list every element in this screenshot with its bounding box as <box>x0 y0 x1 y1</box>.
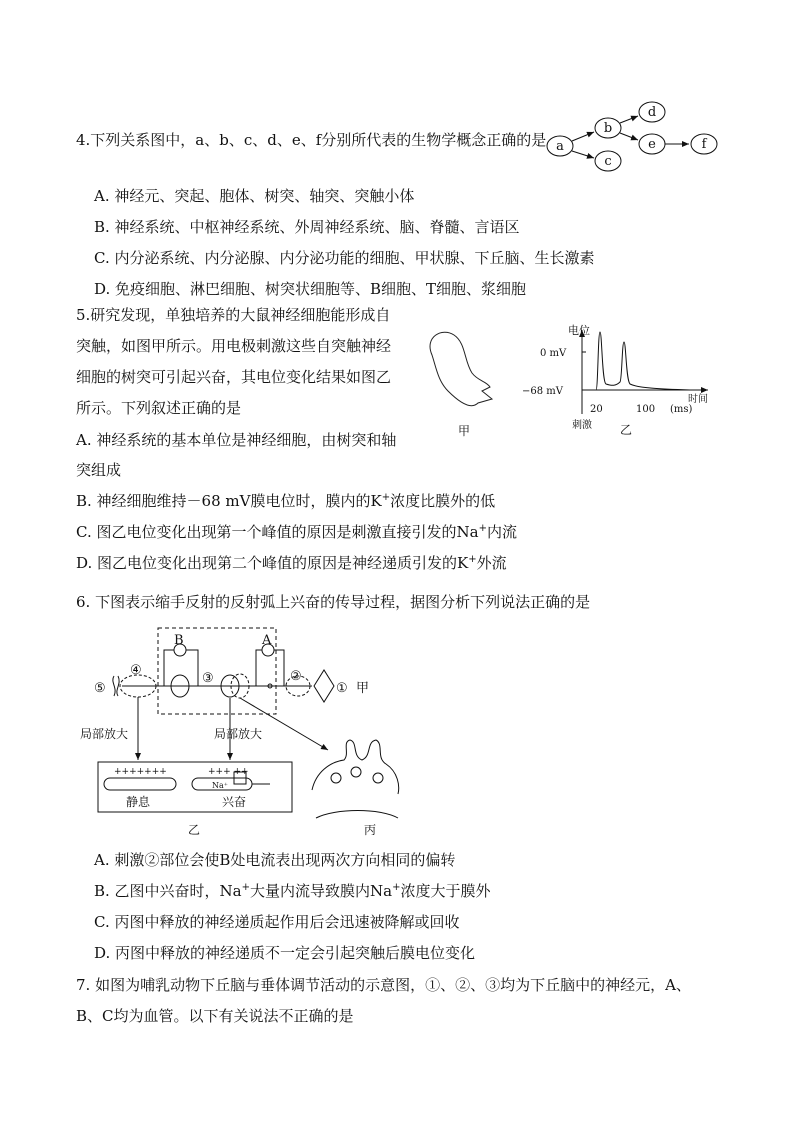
excite-label: 兴奋 <box>222 795 247 809</box>
rest-label: 静息 <box>126 795 151 809</box>
q5-option-d: D. 图乙电位变化出现第二个峰值的原因是神经递质引发的K+外流 <box>76 554 507 572</box>
fig-yi-ylabel: 电位 <box>568 324 590 337</box>
fig-yi-label: 乙 <box>188 823 201 837</box>
q5-stem-line2: 突触，如图甲所示。用电极刺激这些自突触神经 <box>76 337 392 355</box>
label-2: ② <box>290 669 302 684</box>
zoom-left-label: 局部放大 <box>80 727 129 741</box>
fig-bing-label: 丙 <box>364 823 377 837</box>
q4-option-d: D. 免疫细胞、淋巴细胞、树突状细胞等、B细胞、T细胞、浆细胞 <box>94 280 527 298</box>
q7-stem-line1: 7. 如图为哺乳动物下丘脑与垂体调节活动的示意图，①、②、③均为下丘脑中的神经元，A、 <box>76 976 691 994</box>
zoom-right-label: 局部放大 <box>214 727 263 741</box>
fig-yi-tick-0mv: 0 mV <box>540 348 567 359</box>
fig-yi-tick-20: 20 <box>590 404 603 415</box>
plus-left: +++++++ <box>114 767 167 777</box>
q5-option-c: C. 图乙电位变化出现第一个峰值的原因是刺激直接引发的Na+内流 <box>76 523 517 541</box>
q5-option-a-line1: A. 神经系统的基本单位是神经细胞，由树突和轴 <box>76 431 397 449</box>
q5-figure-jia-neuron <box>420 325 510 440</box>
plus-right: +++ ++ <box>208 767 249 777</box>
q6-option-a: A. 刺激②部位会使B处电流表出现两次方向相同的偏转 <box>94 851 456 869</box>
svg-text:d: d <box>647 105 657 120</box>
na-label: Na⁺ <box>212 781 228 790</box>
fig-yi-xunit: (ms) <box>670 404 693 415</box>
q4-option-a: A. 神经元、突起、胞体、树突、轴突、突触小体 <box>94 187 415 205</box>
label-jia: 甲 <box>356 681 370 696</box>
fig-yi-label: 乙 <box>620 423 633 437</box>
svg-text:e: e <box>648 137 656 152</box>
q7-stem-line2: B、C均为血管。以下有关说法不正确的是 <box>76 1007 354 1025</box>
label-5: ⑤ <box>94 681 106 696</box>
q6-reflex-arc-figure <box>80 622 460 840</box>
q5-option-b: B. 神经细胞维持－68 mV膜电位时，膜内的K+浓度比膜外的低 <box>76 492 496 510</box>
q6-option-d: D. 丙图中释放的神经递质不一定会引起突触后膜电位变化 <box>94 944 476 962</box>
fig-yi-xlabel: 时间 <box>688 394 708 405</box>
q6-option-b: B. 乙图中兴奋时，Na+大量内流导致膜内Na+浓度大于膜外 <box>94 882 491 900</box>
fig-jia-label: 甲 <box>457 424 471 438</box>
q4-stem: 4.下列关系图中，a、b、c、d、e、f分别所代表的生物学概念正确的是 <box>76 131 547 149</box>
q4-option-b: B. 神经系统、中枢神经系统、外周神经系统、脑、脊髓、言语区 <box>94 218 520 236</box>
svg-text:f: f <box>701 137 707 152</box>
q6-option-c: C. 丙图中释放的神经递质起作用后会迅速被降解或回收 <box>94 913 460 931</box>
label-3: ③ <box>202 671 214 686</box>
label-1: ① <box>336 681 348 696</box>
q5-stem-line1: 5.研究发现，单独培养的大鼠神经细胞能形成自 <box>76 306 391 324</box>
label-4: ④ <box>130 663 142 678</box>
svg-text:a: a <box>556 139 564 154</box>
q5-option-a-line2: 突组成 <box>76 461 122 479</box>
fig-yi-tick-68mv: −68 mV <box>522 386 563 397</box>
q5-stem-line4: 所示。下列叙述正确的是 <box>76 399 242 417</box>
svg-text:c: c <box>604 154 612 169</box>
q5-stem-line3: 细胞的树突可引起兴奋，其电位变化结果如图乙 <box>76 368 392 386</box>
q4-relation-diagram <box>540 98 730 178</box>
q5-figure-yi-potential-chart <box>520 322 720 437</box>
fig-yi-tick-100: 100 <box>636 404 656 415</box>
meter-b-label: B <box>174 633 184 648</box>
svg-text:b: b <box>603 121 613 136</box>
q4-option-c: C. 内分泌系统、内分泌腺、内分泌功能的细胞、甲状腺、下丘脑、生长激素 <box>94 249 595 267</box>
meter-a-label: A <box>262 633 272 648</box>
fig-yi-stim: 刺激 <box>572 420 592 431</box>
q6-stem: 6. 下图表示缩手反射的反射弧上兴奋的传导过程，据图分析下列说法正确的是 <box>76 593 591 611</box>
